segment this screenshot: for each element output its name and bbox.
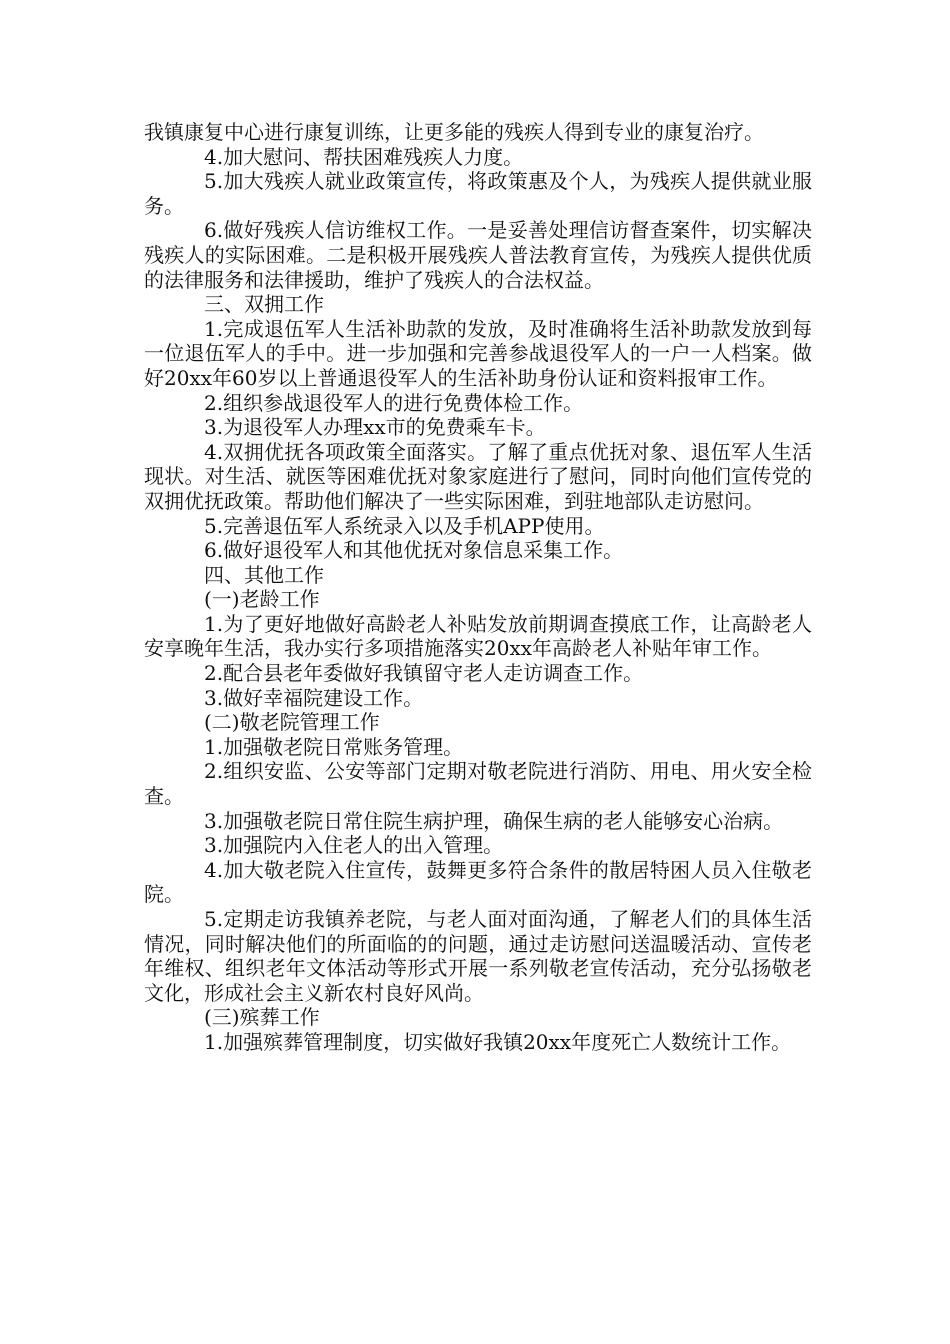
- paragraph: 3.加强院内入住老人的出入管理。: [204, 833, 504, 858]
- paragraph: 5.定期走访我镇养老院，与老人面对面沟通，了解老人们的具体生活情况，同时解决他们的所面临的的问题，通过走访慰问送温暖活动、宣传老年维权、组织老年文体活动等形式开展一系列敬老宣传活动，充分弘扬敬老文化，形成社会主义新农村良好风尚。: [144, 907, 812, 1005]
- paragraph: 3.加强敬老院日常住院生病护理，确保生病的老人能够安心治病。: [204, 808, 784, 833]
- paragraph: 5.完善退伍军人系统录入以及手机APP使用。: [204, 513, 605, 538]
- paragraph: 我镇康复中心进行康复训练，让更多能的残疾人得到专业的康复治疗。: [144, 120, 764, 144]
- paragraph: 6.做好残疾人信访维权工作。一是妥善处理信访督查案件，切实解决残疾人的实际困难。二是积极开展残疾人普法教育宣传，为残疾人提供优质的法律服务和法律援助，维护了残疾人的合法权益。: [144, 218, 812, 292]
- subsection-heading: (二)敬老院管理工作: [204, 710, 380, 735]
- paragraph: 1.为了更好地做好高龄老人补贴发放前期调查摸底工作，让高龄老人安享晚年生活，我办实行多项措施落实20xx年高龄老人补贴年审工作。: [144, 611, 812, 661]
- subsection-heading: (一)老龄工作: [204, 587, 320, 612]
- paragraph: 1.加强殡葬管理制度，切实做好我镇20xx年度死亡人数统计工作。: [204, 1029, 792, 1054]
- subsection-heading: (三)殡葬工作: [204, 1005, 320, 1030]
- paragraph: 3.做好幸福院建设工作。: [204, 685, 424, 710]
- paragraph: 5.加大残疾人就业政策宣传，将政策惠及个人，为残疾人提供就业服务。: [144, 169, 812, 218]
- paragraph: 4.加大慰问、帮扶困难残疾人力度。: [204, 144, 524, 169]
- paragraph: 2.配合县老年委做好我镇留守老人走访调查工作。: [204, 661, 644, 686]
- paragraph: 4.双拥优抚各项政策全面落实。了解了重点优抚对象、退伍军人生活现状。对生活、就医等困难优抚对象家庭进行了慰问，同时向他们宣传党的双拥优抚政策。帮助他们解决了一些实际困难，到驻地部队走访慰问。: [144, 439, 812, 513]
- section-heading: 三、双拥工作: [204, 292, 324, 317]
- paragraph: 1.完成退伍军人生活补助款的发放，及时准确将生活补助款发放到每一位退伍军人的手中。进一步加强和完善参战退役军人的一户一人档案。做好20xx年60岁以上普通退役军人的生活补助身份认证和资料报审工作。: [144, 316, 812, 390]
- paragraph: 3.为退役军人办理xx市的免费乘车卡。: [204, 415, 546, 440]
- paragraph: 2.组织参战退役军人的进行免费体检工作。: [204, 390, 584, 415]
- paragraph: 6.做好退役军人和其他优抚对象信息采集工作。: [204, 538, 624, 563]
- paragraph: 1.加强敬老院日常账务管理。: [204, 734, 464, 759]
- paragraph: 2.组织安监、公安等部门定期对敬老院进行消防、用电、用火安全检查。: [144, 759, 812, 809]
- document-body: [144, 120, 812, 1055]
- section-heading: 四、其他工作: [204, 562, 324, 587]
- paragraph: 4.加大敬老院入住宣传，鼓舞更多符合条件的散居特困人员入住敬老院。: [144, 857, 812, 907]
